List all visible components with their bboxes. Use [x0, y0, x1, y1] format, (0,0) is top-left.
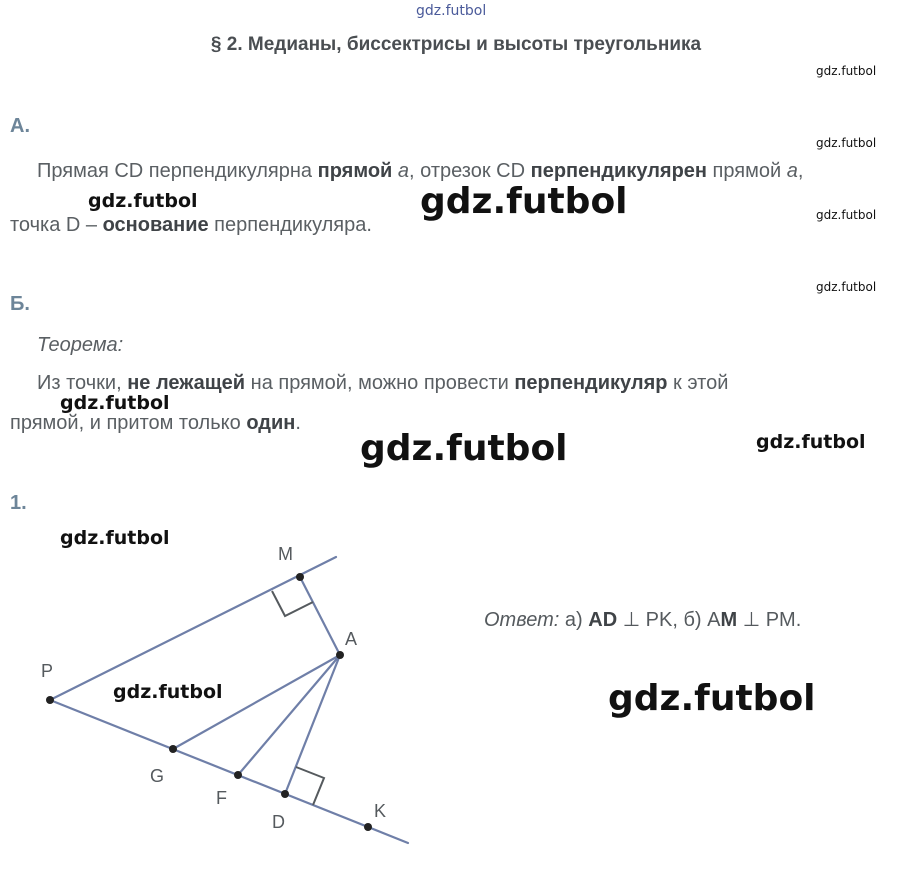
- bold-term: прямой: [317, 160, 393, 182]
- text: прямой, и притом только: [10, 412, 247, 434]
- task1-label: 1.: [10, 492, 27, 514]
- task1-answer: [484, 607, 801, 632]
- point-k: [364, 823, 372, 831]
- bold-term: перпендикуляр: [514, 372, 668, 394]
- text: ,: [797, 160, 804, 182]
- watermark: gdz.futbol: [608, 678, 816, 719]
- point-f: [234, 771, 242, 779]
- bold-term: перпендикулярен: [530, 160, 707, 182]
- watermark: gdz.futbol: [360, 428, 568, 469]
- label-d: D: [272, 812, 285, 832]
- text: ⊥ PK, б) А: [617, 609, 721, 631]
- watermark: gdz.futbol: [816, 64, 877, 78]
- bold-term: не лежащей: [127, 372, 246, 394]
- section-a-label: А.: [10, 115, 30, 137]
- point-a: [336, 651, 344, 659]
- point-p: [46, 696, 54, 704]
- label-f: F: [216, 788, 227, 808]
- text: на прямой, можно провести: [245, 372, 515, 394]
- text: Прямая CD перпендикулярна: [37, 160, 318, 182]
- text: Из точки,: [37, 372, 128, 394]
- point-d: [281, 790, 289, 798]
- label-k: K: [374, 801, 387, 821]
- line-symbol: a: [397, 160, 410, 182]
- watermark: gdz.futbol: [113, 681, 223, 703]
- section-b-label: Б.: [10, 293, 30, 315]
- label-a: A: [345, 629, 358, 649]
- text: , отрезок CD: [409, 160, 531, 182]
- text: точка D –: [10, 214, 103, 236]
- watermark: gdz.futbol: [420, 181, 628, 222]
- label-m: M: [278, 544, 293, 564]
- line-pm: [50, 557, 336, 700]
- text: а): [559, 609, 589, 631]
- segment-am: [300, 577, 340, 655]
- watermark: gdz.futbol: [816, 280, 877, 294]
- text: .: [295, 412, 301, 434]
- watermark: gdz.futbol: [88, 190, 198, 212]
- page-title: § 2. Медианы, биссектрисы и высоты треугольника: [210, 34, 702, 55]
- line-pk: [50, 700, 408, 843]
- watermark: gdz.futbol: [60, 527, 170, 549]
- text: ⊥ PM.: [737, 609, 802, 631]
- point-m: [296, 573, 304, 581]
- watermark: gdz.futbol: [816, 136, 877, 150]
- text: к этой: [667, 372, 729, 394]
- right-angle-mark-m: [272, 591, 313, 616]
- segment-af: [238, 655, 340, 775]
- watermark: gdz.futbol: [756, 431, 866, 453]
- bold-term: один: [246, 412, 296, 434]
- watermark: gdz.futbol: [816, 208, 877, 222]
- watermark: gdz.futbol: [60, 392, 170, 414]
- text: прямой: [707, 160, 787, 182]
- theorem-heading: Теорема:: [37, 334, 124, 356]
- bold-term: основание: [102, 214, 209, 236]
- bold-term: AD: [588, 609, 618, 631]
- label-p: P: [41, 661, 54, 681]
- answer-label: Ответ:: [484, 609, 560, 631]
- line-symbol: a: [786, 160, 798, 182]
- bold-term: M: [720, 609, 738, 631]
- point-g: [169, 745, 177, 753]
- header-watermark: gdz.futbol: [416, 3, 487, 19]
- label-g: G: [150, 766, 165, 786]
- text: перпендикуляра.: [208, 214, 372, 236]
